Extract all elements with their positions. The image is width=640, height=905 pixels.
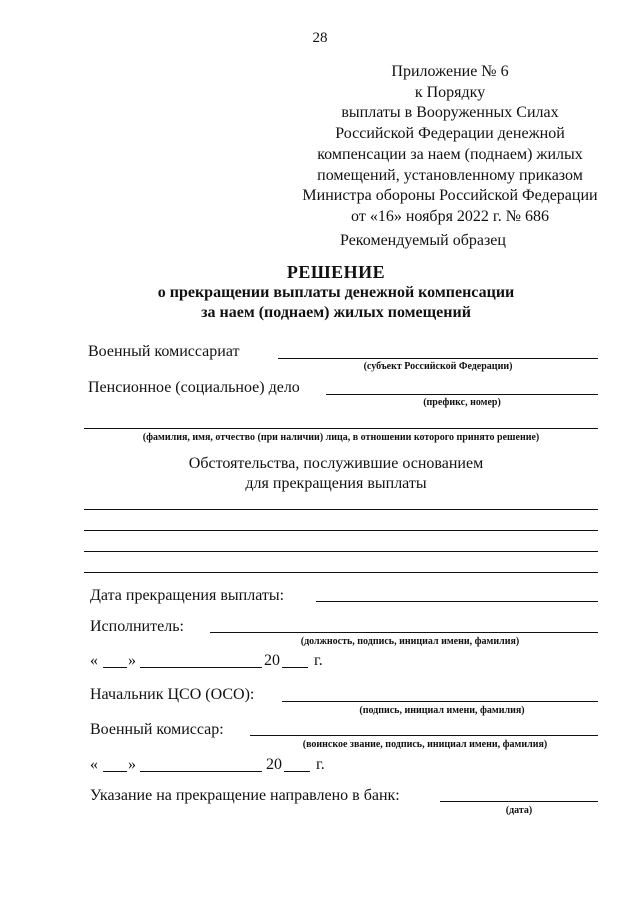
commissar-label: Военный комиссар: [90,721,224,738]
year-prefix: 20 [266,756,282,773]
year-prefix: 20 [264,652,280,669]
executor-label: Исполнитель: [90,618,184,635]
commissar-hint: (воинское звание, подпись, инициал имени, фамилия) [302,739,548,750]
date-month-field[interactable] [140,667,262,668]
appendix-line: к Порядку [414,83,486,101]
executor-hint: (должность, подпись, инициал имени, фамилия) [300,636,520,647]
circumstances-line[interactable] [84,530,598,531]
bank-label: Указание на прекращение направлено в банк: [90,787,400,804]
date-day-field[interactable] [103,771,127,772]
commissariat-field[interactable] [278,358,598,359]
appendix-line: Министра обороны Российской Федерации [302,187,598,205]
page-number: 28 [312,30,328,46]
pension-case-label: Пенсионное (социальное) дело [88,379,300,396]
date-close-quote: » [128,756,136,773]
circumstances-line[interactable] [84,572,598,573]
chief-label: Начальник ЦСО (ОСО): [90,686,255,703]
stop-date-field[interactable] [316,601,598,602]
bank-date-field[interactable] [440,801,598,802]
chief-field[interactable] [282,701,598,702]
bank-date-hint: (дата) [505,805,533,816]
document-title: РЕШЕНИЕ [286,262,386,282]
commissariat-label: Военный комиссариат [88,343,240,360]
year-suffix: г. [316,756,325,773]
date-month-field[interactable] [140,771,262,772]
date-open-quote: « [90,756,98,773]
stop-date-label: Дата прекращения выплаты: [90,587,285,604]
appendix-line: Российской Федерации денежной [335,125,565,143]
person-name-field[interactable] [84,428,598,429]
circumstances-line[interactable] [84,551,598,552]
date-year-field[interactable] [282,667,308,668]
appendix-line: компенсации за наем (поднаем) жилых [317,145,583,163]
person-name-hint: (фамилия, имя, отчество (при наличии) лица, в отношении которого принято решение) [142,432,540,443]
appendix-line: помещений, установленному приказом [317,166,583,184]
commissar-field[interactable] [250,735,598,736]
date-year-field[interactable] [284,771,310,772]
document-subtitle: о прекращении выплаты денежной компенсации [157,284,515,301]
year-suffix: г. [314,652,323,669]
date-close-quote: » [128,652,136,669]
executor-field[interactable] [210,632,598,633]
commissariat-hint: (субъект Российской Федерации) [363,361,513,372]
circumstances-heading: для прекращения выплаты [245,475,427,492]
appendix-line: от «16» ноября 2022 г. № 686 [351,207,549,225]
appendix-line: выплаты в Вооруженных Силах [341,104,559,122]
appendix-line: Приложение № 6 [391,63,509,80]
date-day-field[interactable] [103,667,127,668]
pension-case-field[interactable] [326,394,598,395]
recommended-sample: Рекомендуемый образец [340,232,506,249]
pension-case-hint: (префикс, номер) [423,397,501,408]
circumstances-line[interactable] [84,509,598,510]
document-subtitle: за наем (поднаем) жилых помещений [201,304,471,321]
circumstances-heading: Обстоятельства, послужившие основанием [188,455,484,472]
date-open-quote: « [90,652,98,669]
appendix-block [240,62,640,228]
chief-hint: (подпись, инициал имени, фамилия) [359,705,525,716]
